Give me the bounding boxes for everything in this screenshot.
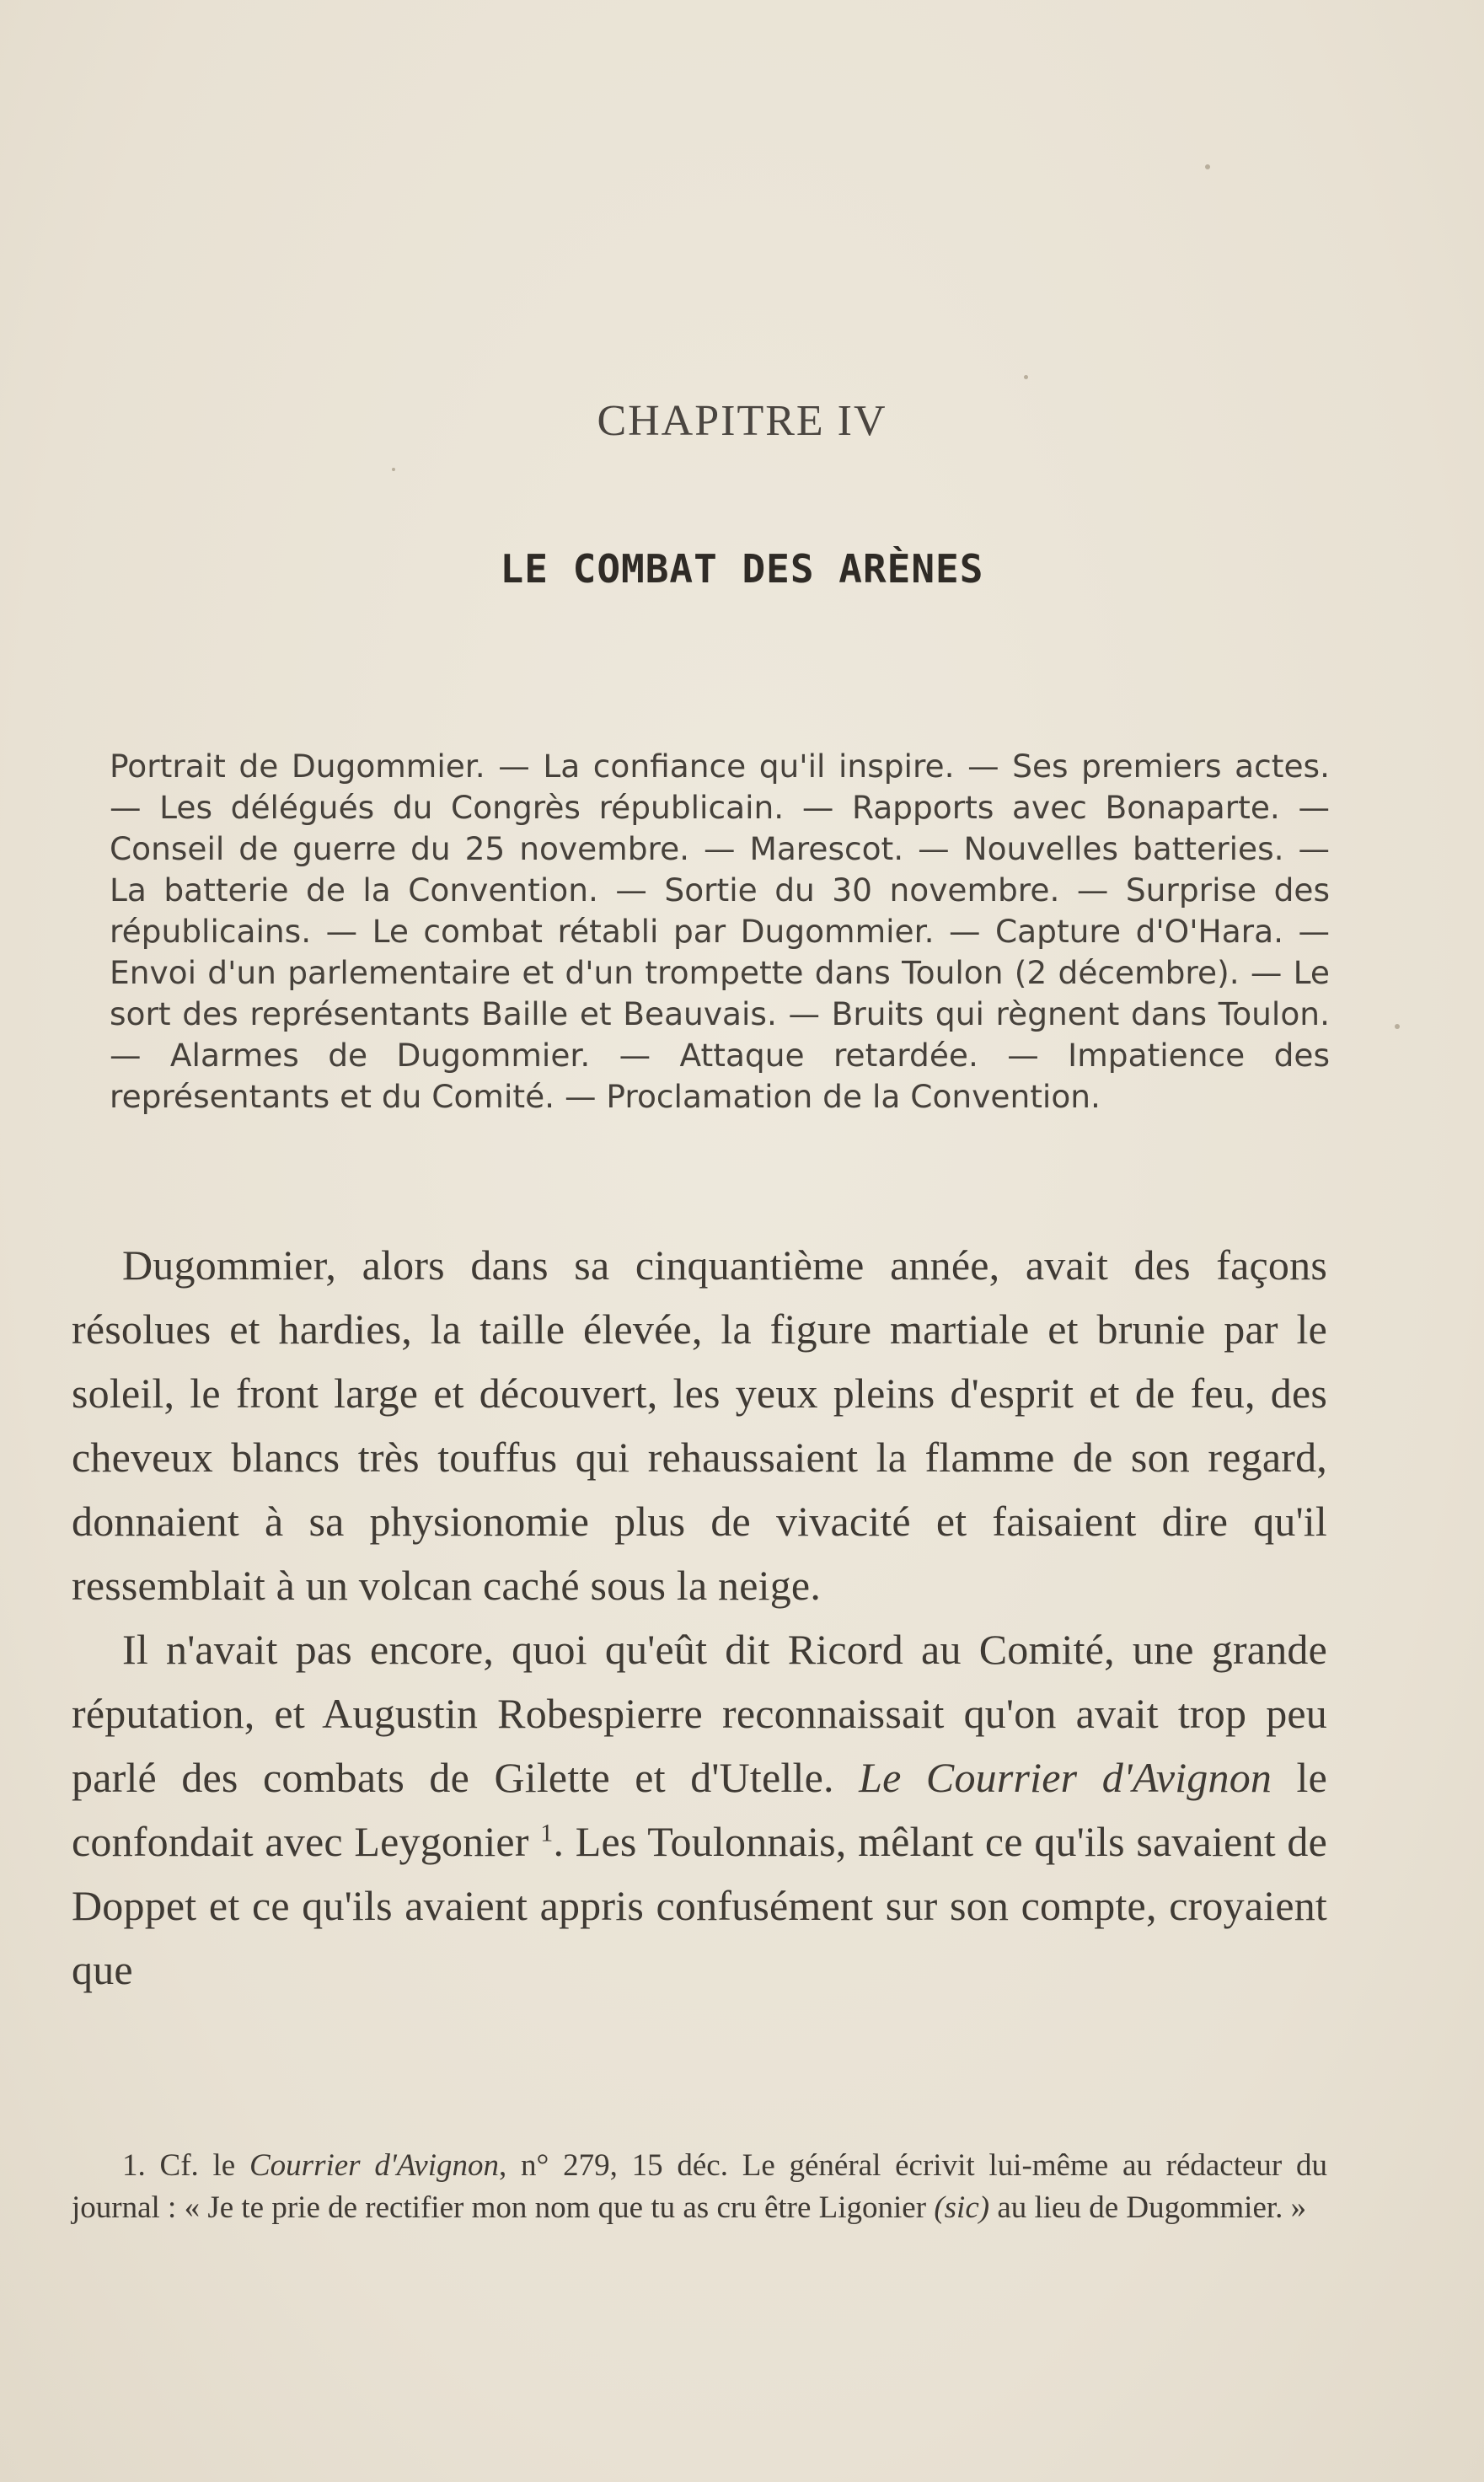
footnote-source: Courrier d'Avignon <box>249 2148 500 2183</box>
body-text <box>72 1233 1327 2002</box>
paper-speck <box>1024 375 1028 379</box>
newspaper-title: Le Courrier d'Avignon <box>859 1754 1272 1801</box>
paper-speck <box>392 468 395 471</box>
footnote-number: 1. <box>122 2148 146 2183</box>
footnote-text: au lieu de Dugommier. » <box>997 2190 1307 2225</box>
paragraph: Dugommier, alors dans sa cinquantième année, avait des façons résolues et hardies, la taille élevée, la figure martiale et brunie par le soleil, le front large et découvert, les yeux pleins d'esprit et de feu, des cheveux blancs très touffus qui rehaussaient la flamme de son regard, donnaient à sa physionomie plus de vivacité et faisaient dire qu'il ressemblait à un volcan caché sous la neige. <box>72 1241 1327 1609</box>
chapter-summary: Portrait de Dugommier. — La confiance qu'il inspire. — Ses premiers actes. — Les délégués du Congrès républicain. — Rapports avec Bonaparte. — Conseil de guerre du 25 novembre. — Marescot. — Nouvelles batteries. — La batterie de la Convention. — Sortie du 30 novembre. — Surprise des républicains. — Le combat rétabli par Dugommier. — Capture d'O'Hara. — Envoi d'un parlementaire et d'un trompette dans Toulon (2 décembre). — Le sort des représentants Baille et Beauvais. — Bruits qui règnent dans Toulon. — Alarmes de Dugommier. — Attaque retardée. — Impatience des représentants et du Comité. — Proclamation de la Convention. <box>110 748 1330 1115</box>
paragraph <box>72 1617 1327 2002</box>
paragraph-text: Il n'avait pas encore, quoi qu'eût dit Ricord au Comité, une grande réputation, et Augustin Robespierre reconnaissait qu'on avait trop peu parlé des combats de Gilette et d'Utelle. <box>72 1626 1327 1801</box>
footnote-marker: 1 <box>540 1819 554 1847</box>
footnote <box>72 2145 1327 2229</box>
footnote-text: , n° 279, 15 déc. Le général écrivit lui-même au rédacteur du journal : « Je te prie de rectifier mon nom que tu as cru être Ligonier <box>72 2148 1327 2225</box>
footnotes <box>72 2145 1327 2229</box>
paper-speck <box>1395 1024 1400 1029</box>
paper-speck <box>1205 164 1210 169</box>
paragraph-text: le confondait avec Leygonier <box>72 1754 1328 1865</box>
footnote-sic: (sic) <box>934 2190 990 2225</box>
chapter-title: LE COMBAT DES ARÈNES <box>500 546 984 592</box>
footnote-text: Cf. le <box>159 2148 236 2183</box>
paragraph-text: . Les Toulonnais, mêlant ce qu'ils savaient de Doppet et ce qu'ils avaient appris confusément sur son compte, croyaient que <box>72 1818 1327 1993</box>
chapter-heading: CHAPITRE IV <box>597 397 887 445</box>
